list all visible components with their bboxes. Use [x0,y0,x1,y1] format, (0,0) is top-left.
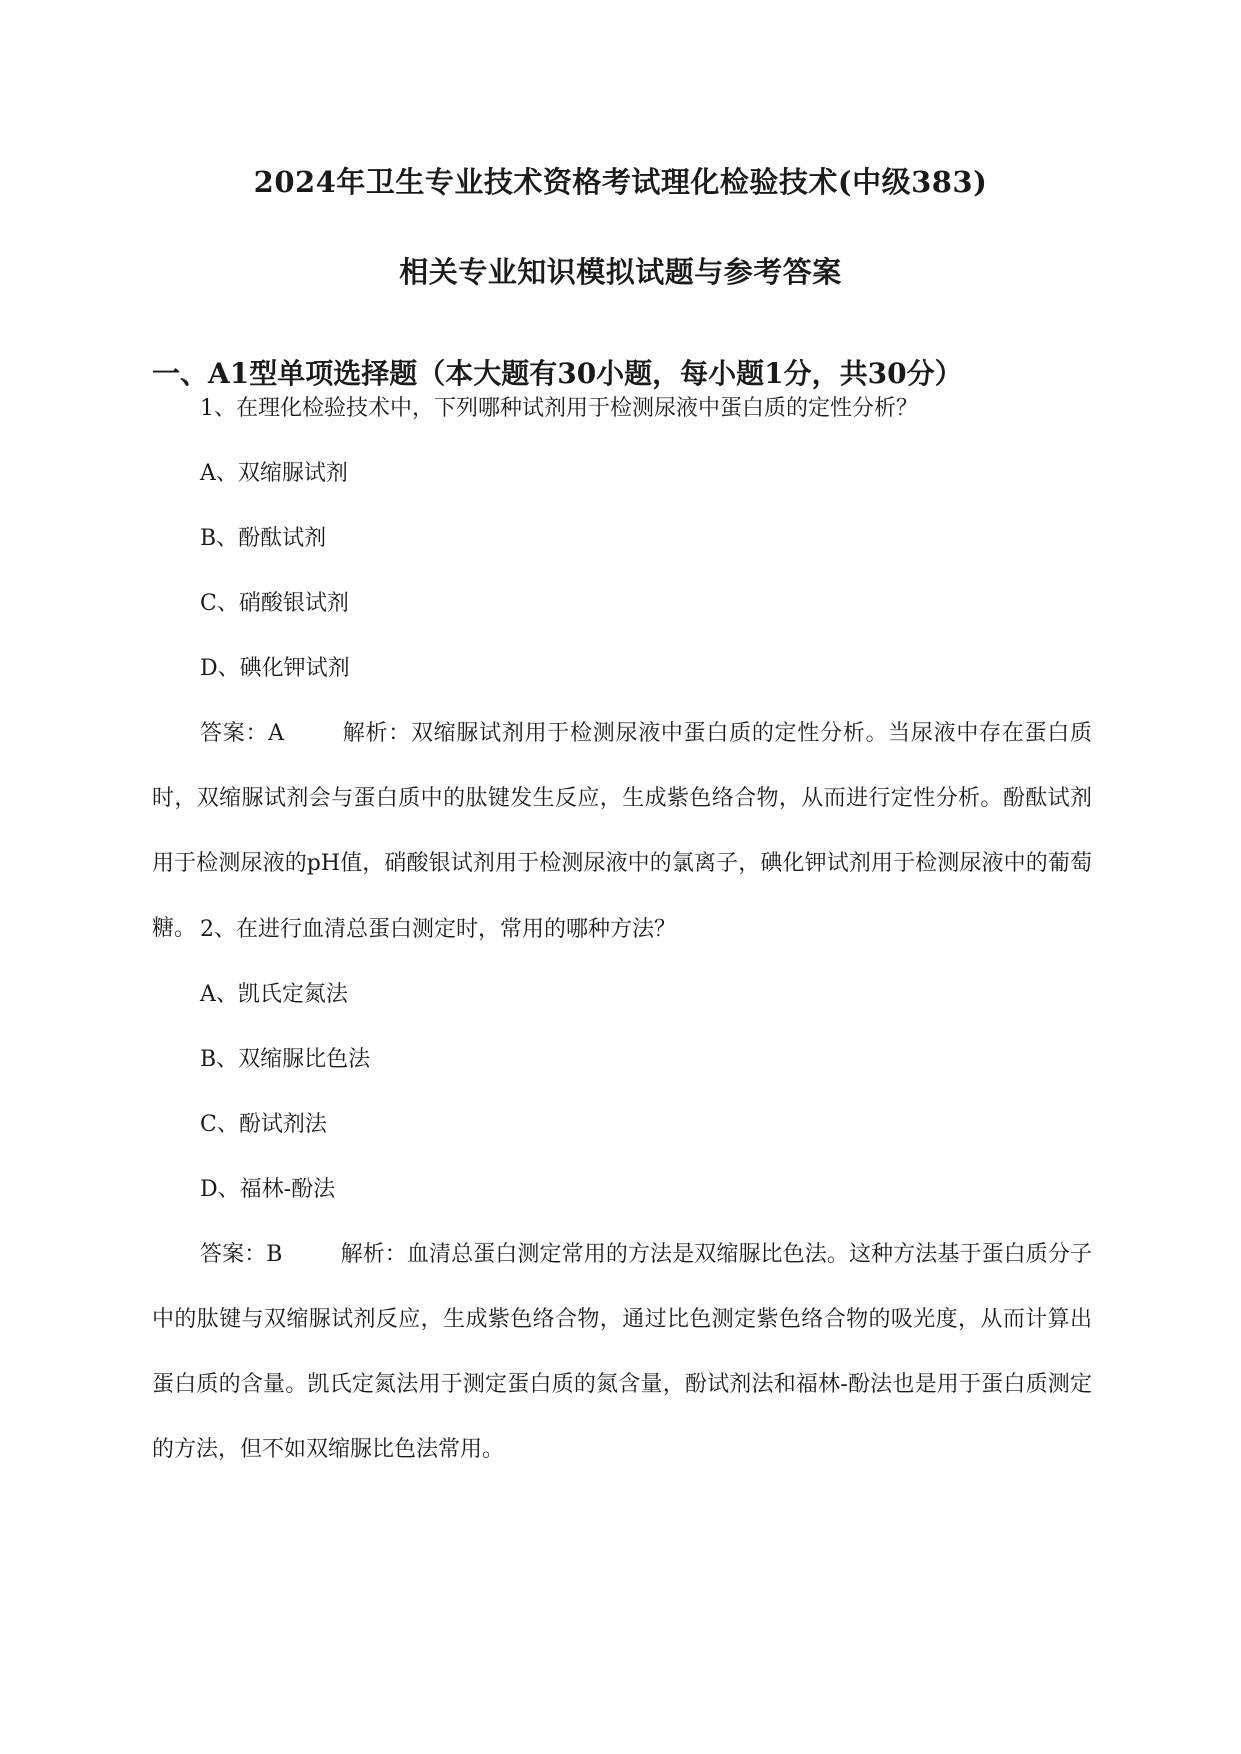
analysis-text: 解析：血清总蛋白测定常用的方法是双缩脲比色法。这种方法基于蛋白质分子中的肽键与双缩脲试剂反应，生成紫色络合物，通过比色测定紫色络合物的吸光度，从而计算出蛋白质的含量。凯氏定氮法用于测定蛋白质的氮含量，酚试剂法和福林-酚法也是用于蛋白质测定的方法，但不如双缩脲比色法常用。 [152,1242,1092,1462]
question-stem: 1、在理化检验技术中，下列哪种试剂用于检测尿液中蛋白质的定性分析？ [200,396,918,421]
option-a: A、凯氏定氮法 [200,982,348,1007]
analysis-text: 解析：双缩脲试剂用于检测尿液中蛋白质的定性分析。当尿液中存在蛋白质时，双缩脲试剂会与蛋白质中的肽键发生反应，生成紫色络合物，从而进行定性分析。酚酞试剂用于检测尿液的pH值，硝酸银试剂用于检测尿液中的氯离子，碘化钾试剂用于检测尿液中的葡萄糖。 [152,721,1092,941]
document-title-line1: 2024年卫生专业技术资格考试理化检验技术(中级383) [253,165,988,199]
option-d: D、碘化钾试剂 [200,656,350,681]
document-title-line2: 相关专业知识模拟试题与参考答案 [399,255,842,289]
question-stem: 2、在进行血清总蛋白测定时，常用的哪种方法？ [200,917,676,942]
answer-analysis [152,1222,1092,1482]
option-c: C、硝酸银试剂 [200,591,349,616]
option-b: B、酚酞试剂 [200,526,327,551]
option-a: A、双缩脲试剂 [200,461,348,486]
question-2 [152,897,1092,1482]
option-b: B、双缩脲比色法 [200,1047,371,1072]
option-d: D、福林-酚法 [200,1177,336,1202]
option-c: C、酚试剂法 [200,1112,327,1137]
answer-label: 答案：B [200,1242,283,1267]
answer-label: 答案：A [200,721,285,746]
question-1 [152,376,1092,961]
section-heading: 一、A1型单项选择题（本大题有30小题，每小题1分，共30分） [152,357,963,390]
